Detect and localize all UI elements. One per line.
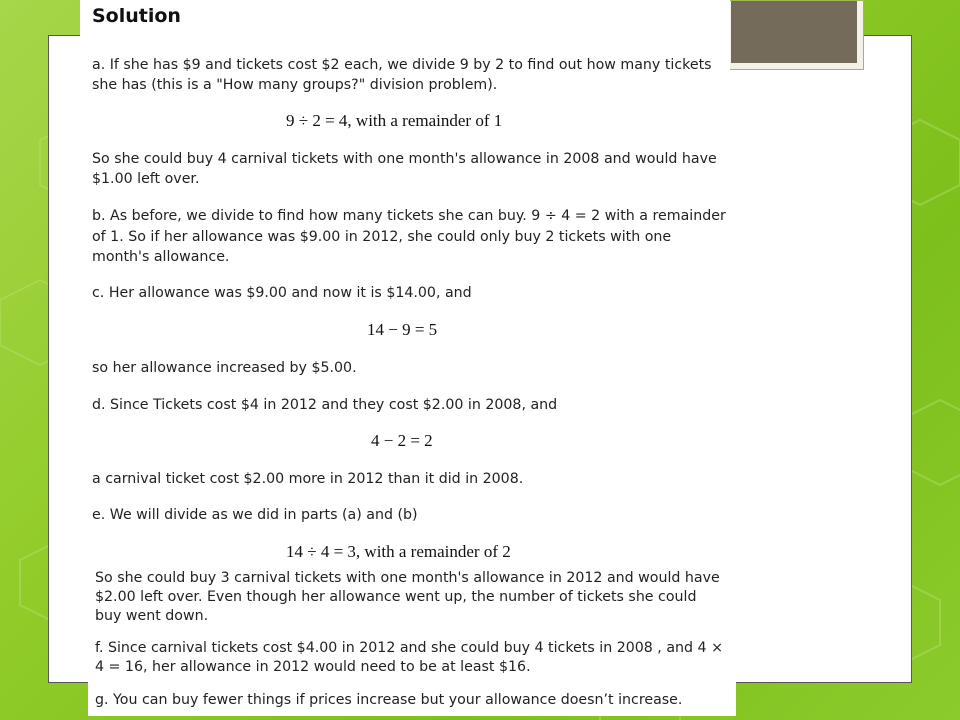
part-e-result-line-3: buy went down. <box>95 608 209 624</box>
part-e-equation: 14 ÷ 4 = 3, with a remainder of 2 <box>286 542 511 561</box>
part-g-line-1: g. You can buy fewer things if prices increase but your allowance doesn’t increase. <box>95 692 683 708</box>
solution-title: Solution <box>92 5 181 27</box>
part-d-result: a carnival ticket cost $2.00 more in 2012 than it did in 2008. <box>92 471 524 487</box>
part-c-line-1: c. Her allowance was $9.00 and now it is $14.00, and <box>92 285 472 301</box>
part-b-line-3: month's allowance. <box>92 249 230 265</box>
part-e-result-line-2: $2.00 left over. Even though her allowance went up, the number of tickets she could <box>95 589 697 605</box>
part-e-line-1: e. We will divide as we did in parts (a) and (b) <box>92 507 418 523</box>
part-a-equation: 9 ÷ 2 = 4, with a remainder of 1 <box>286 111 503 130</box>
decorative-title-fill <box>731 1 857 63</box>
part-d-line-1: d. Since Tickets cost $4 in 2012 and they cost $2.00 in 2008, and <box>92 397 558 413</box>
part-a-result-line-1: So she could buy 4 carnival tickets with one month's allowance in 2008 and would have <box>92 151 717 167</box>
part-a-line-2: she has (this is a "How many groups?" division problem). <box>92 77 498 93</box>
part-f-line-1: f. Since carnival tickets cost $4.00 in 2012 and she could buy 4 tickets in 2008 , and 4 × <box>95 640 723 656</box>
part-d-equation: 4 − 2 = 2 <box>371 431 433 450</box>
part-c-equation: 14 − 9 = 5 <box>367 320 438 339</box>
part-b-line-1: b. As before, we divide to find how many tickets she can buy. 9 ÷ 4 = 2 with a remainder <box>92 208 726 224</box>
decorative-title-box <box>722 0 864 70</box>
part-b-line-2: of 1. So if her allowance was $9.00 in 2012, she could only buy 2 tickets with one <box>92 229 672 245</box>
part-a-result-line-2: $1.00 left over. <box>92 171 200 187</box>
part-f-line-2: 4 = 16, her allowance in 2012 would need to be at least $16. <box>95 659 531 675</box>
part-e-result-line-1: So she could buy 3 carnival tickets with one month's allowance in 2012 and would have <box>95 570 720 586</box>
part-a-line-1: a. If she has $9 and tickets cost $2 each, we divide 9 by 2 to find out how many tickets <box>92 57 712 73</box>
part-c-result: so her allowance increased by $5.00. <box>92 360 357 376</box>
